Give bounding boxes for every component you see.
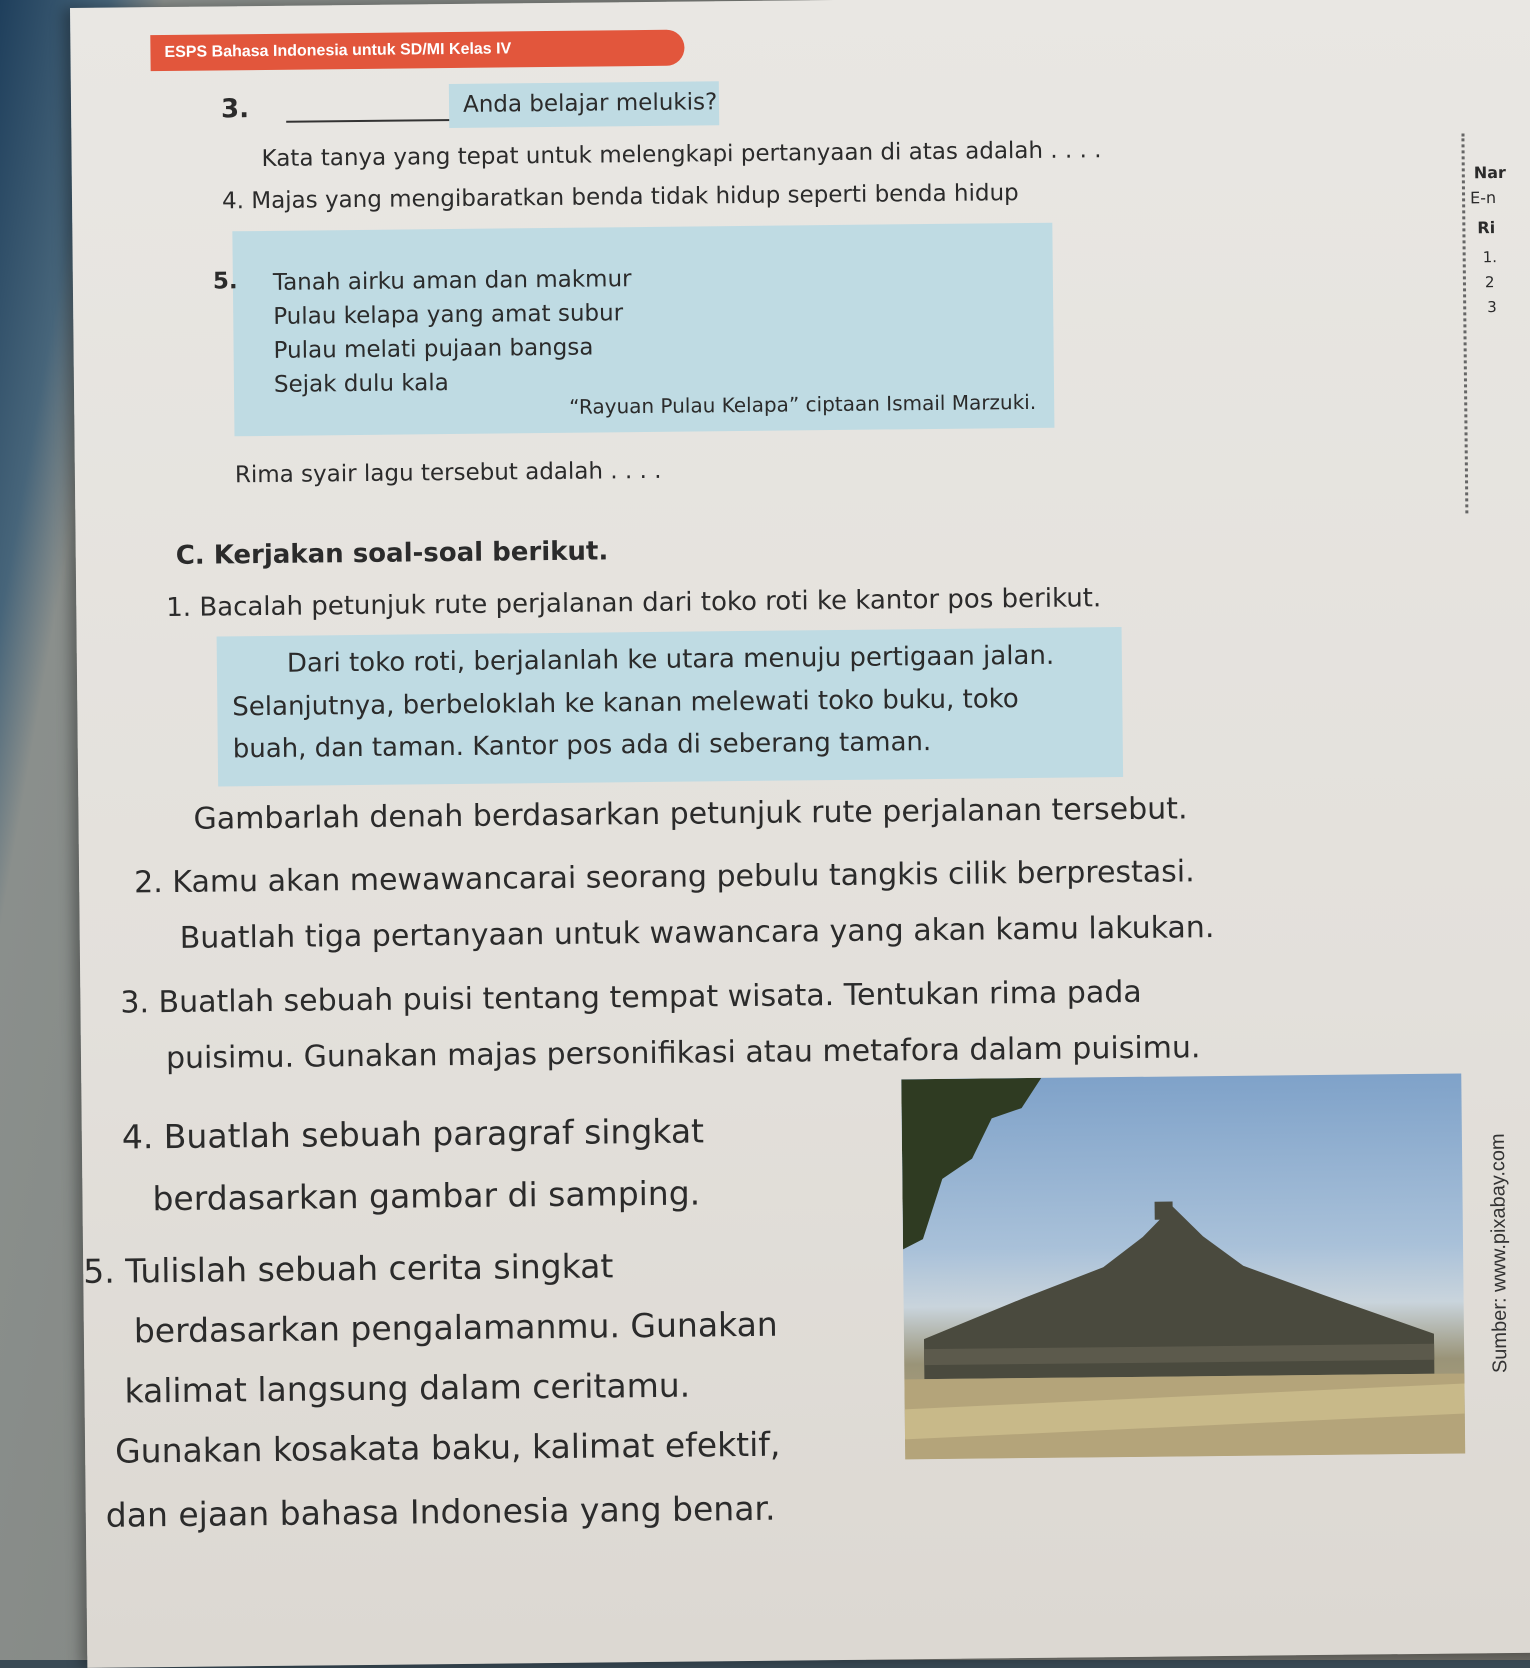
photo-credit: Sumber: www.pixabay.com bbox=[1486, 1133, 1512, 1374]
section-c-item1b: Gambarlah denah berdasarkan petunjuk rute perjalanan tersebut. bbox=[193, 791, 1188, 837]
section-c-item2b: Buatlah tiga pertanyaan untuk wawancara yang akan kamu lakukan. bbox=[179, 910, 1215, 956]
temple-photo bbox=[901, 1073, 1465, 1459]
section-c-item3a: 3. Buatlah sebuah puisi tentang tempat wisata. Tentukan rima pada bbox=[120, 974, 1142, 1021]
right-margin-text-6: 3 bbox=[1487, 298, 1497, 317]
q5-lyric-3: Pulau melati pujaan bangsa bbox=[273, 334, 594, 364]
right-margin-text-5: 2 bbox=[1484, 273, 1495, 292]
route-line-1: Dari toko roti, berjalanlah ke utara menuju pertigaan jalan. bbox=[286, 640, 1055, 679]
section-c-item3b: puisimu. Gunakan majas personifikasi atau metafora dalam puisimu. bbox=[165, 1030, 1201, 1077]
q5-source: “Rayuan Pulau Kelapa” ciptaan Ismail Marzuki. bbox=[569, 389, 1037, 419]
section-c-item5b: berdasarkan pengalamanmu. Gunakan bbox=[133, 1304, 778, 1351]
q5-number: 5. bbox=[212, 268, 238, 295]
q5-lyric-2: Pulau kelapa yang amat subur bbox=[273, 300, 624, 330]
section-c-item5a: 5. Tulislah sebuah cerita singkat bbox=[83, 1246, 614, 1291]
section-c-item1: 1. Bacalah petunjuk rute perjalanan dari toko roti ke kantor pos berikut. bbox=[166, 583, 1102, 624]
q3-number: 3. bbox=[220, 94, 250, 125]
right-margin-text-2: E-n bbox=[1469, 188, 1497, 208]
right-margin-text-3: Ri bbox=[1477, 218, 1496, 238]
section-c-item5c: kalimat langsung dalam ceritamu. bbox=[124, 1365, 691, 1411]
section-c-item5d: Gunakan kosakata baku, kalimat efektif, bbox=[114, 1424, 781, 1471]
section-c-item5e: dan ejaan bahasa Indonesia yang benar. bbox=[105, 1488, 776, 1535]
section-c-item4a: 4. Buatlah sebuah paragraf singkat bbox=[121, 1111, 705, 1157]
q3-answer-blank bbox=[286, 119, 456, 123]
q3-question: Kata tanya yang tepat untuk melengkapi pertanyaan di atas adalah . . . . bbox=[261, 137, 1102, 173]
q5-question: Rima syair lagu tersebut adalah . . . . bbox=[234, 457, 662, 489]
textbook-page bbox=[70, 0, 1530, 1668]
q3-box-text: Anda belajar melukis? bbox=[462, 89, 718, 118]
q4-line1: 4. Majas yang mengibaratkan benda tidak hidup seperti benda hidup bbox=[221, 180, 1019, 215]
q5-lyric-4: Sejak dulu kala bbox=[273, 370, 449, 398]
temple-illustration bbox=[901, 1073, 1465, 1459]
route-line-3: buah, dan taman. Kantor pos ada di seberang taman. bbox=[232, 727, 932, 765]
q5-lyric-1: Tanah airku aman dan makmur bbox=[272, 266, 632, 296]
section-c-item4b: berdasarkan gambar di samping. bbox=[152, 1173, 701, 1219]
right-margin-text-4: 1. bbox=[1482, 248, 1498, 267]
section-c-title: C. Kerjakan soal-soal berikut. bbox=[175, 536, 609, 571]
header-banner: ESPS Bahasa Indonesia untuk SD/MI Kelas IV bbox=[150, 30, 684, 72]
route-line-2: Selanjutnya, berbeloklah ke kanan melewati toko buku, toko bbox=[232, 684, 1019, 723]
section-c-item2a: 2. Kamu akan mewawancarai seorang pebulu tangkis cilik berprestasi. bbox=[133, 854, 1195, 901]
right-margin-text-1: Nar bbox=[1473, 162, 1506, 183]
